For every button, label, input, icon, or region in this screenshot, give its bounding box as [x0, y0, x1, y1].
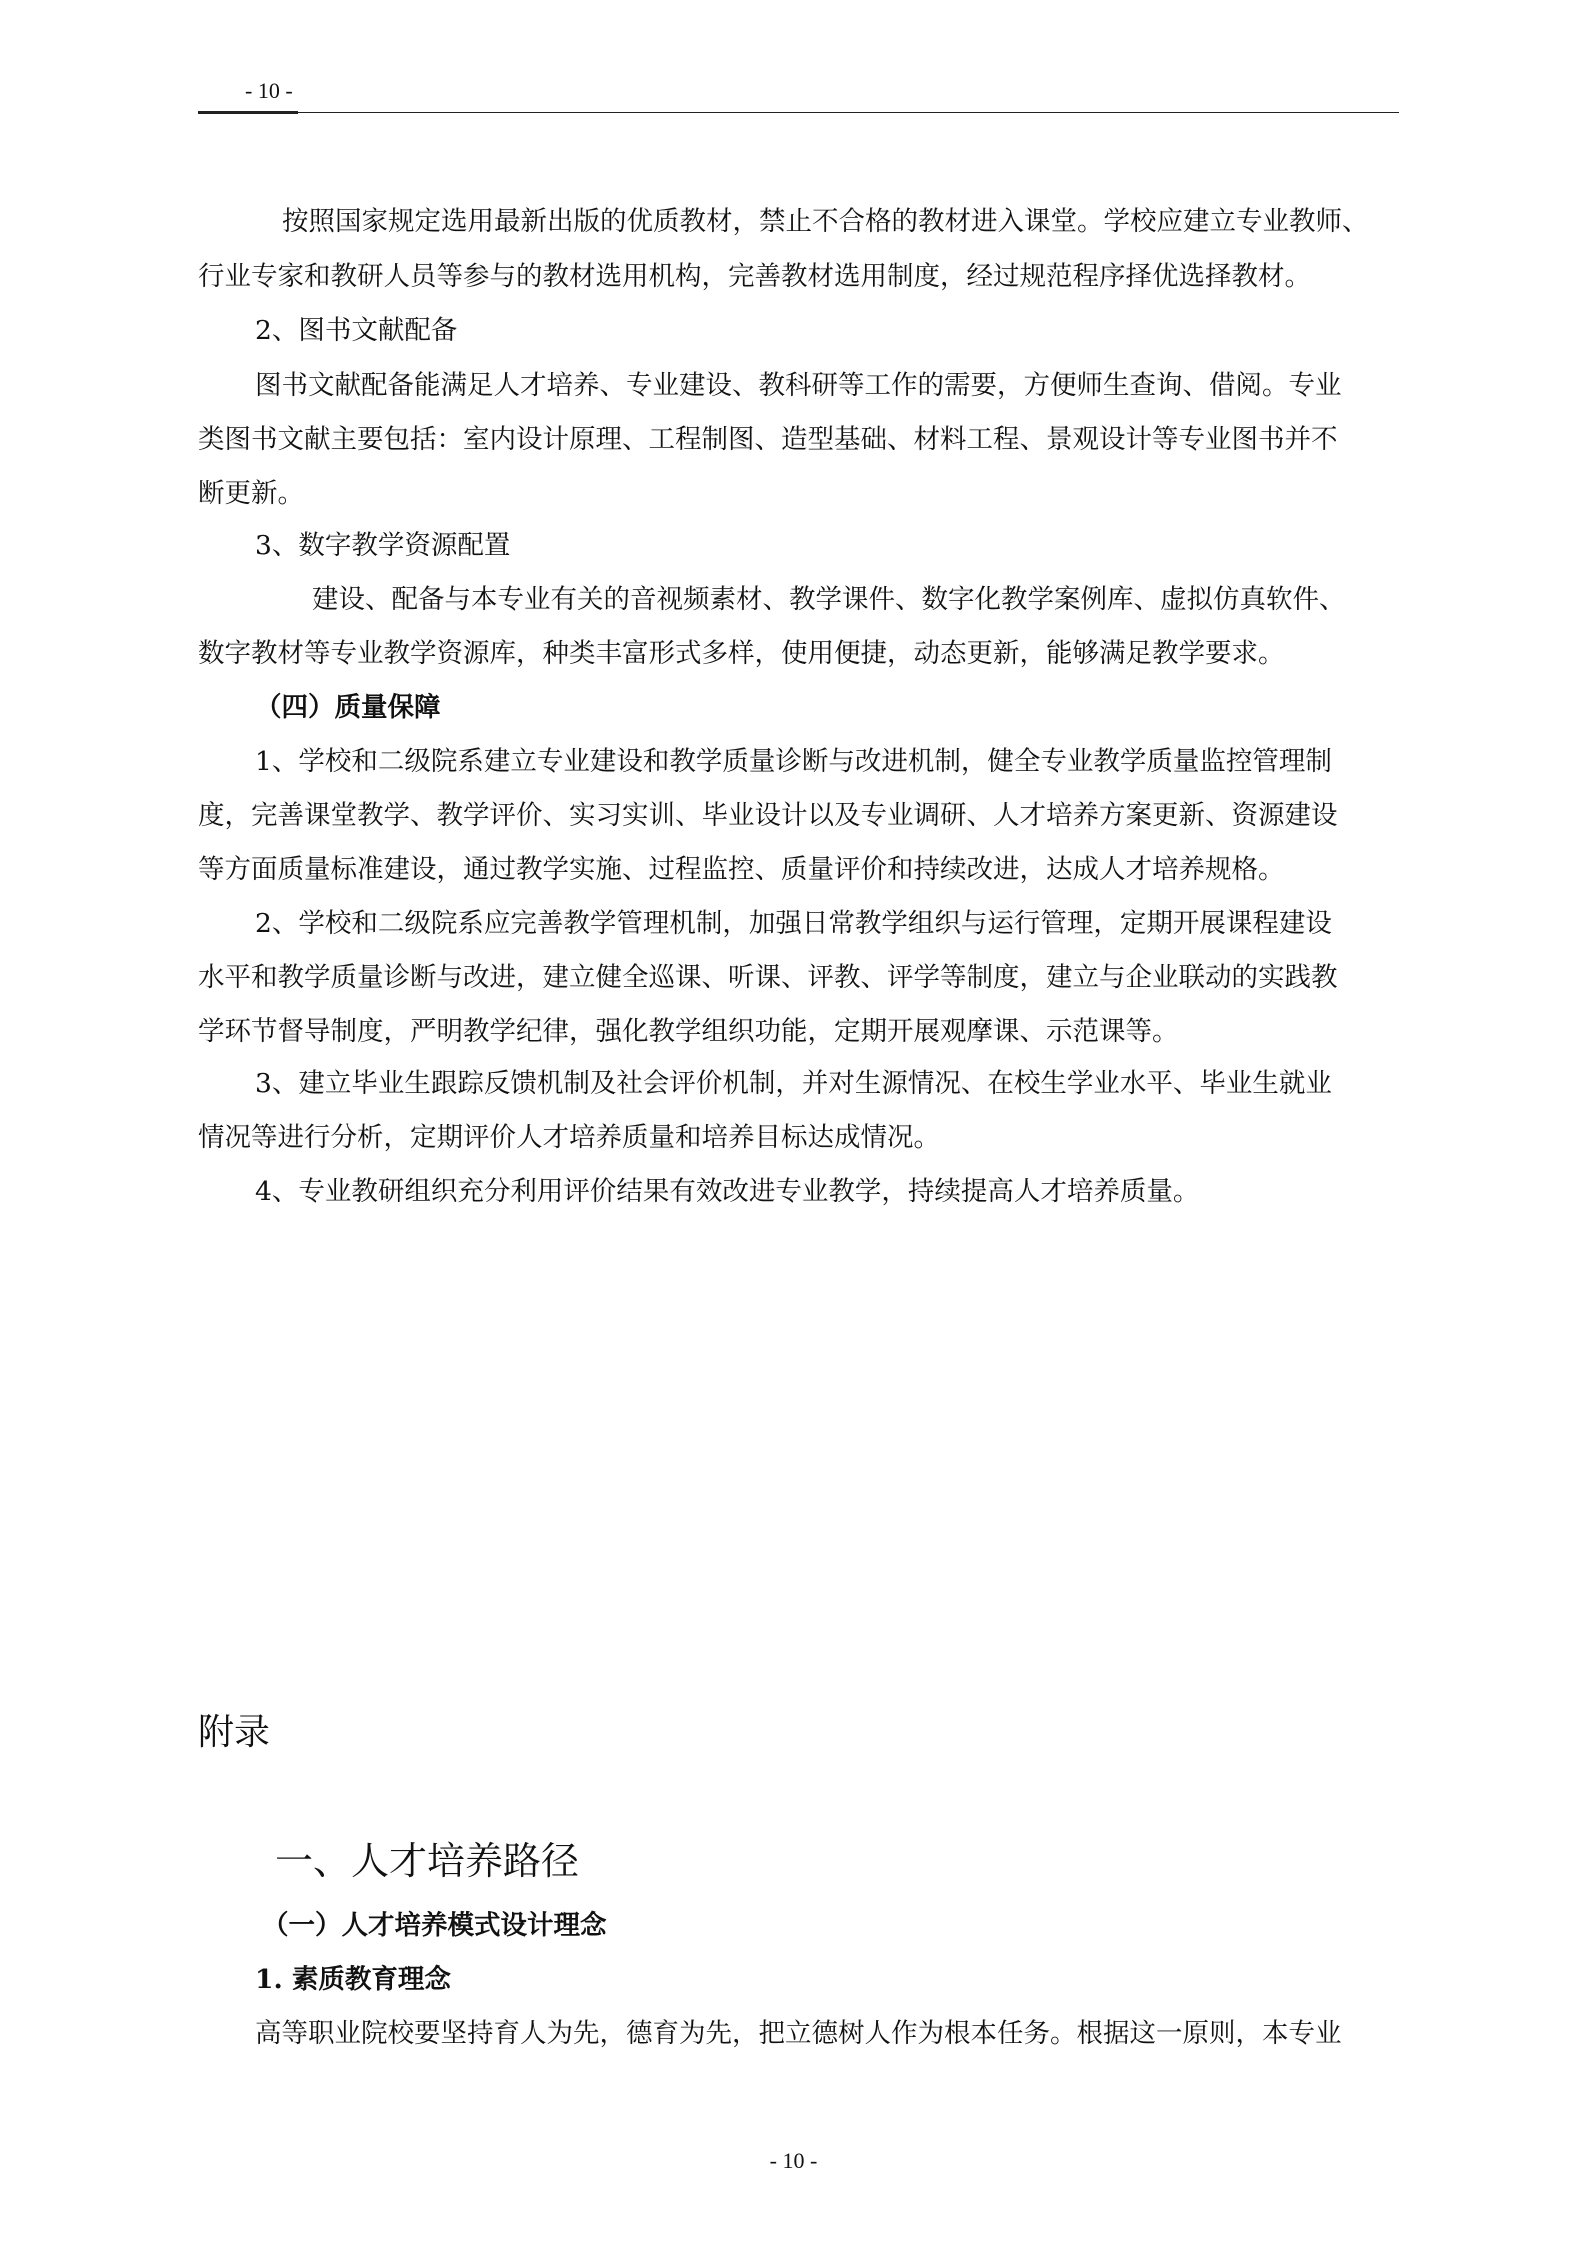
chapter-title: 一、人才培养路径 [275, 1839, 580, 1883]
footer-page-number: - 10 - [769, 2148, 818, 2173]
paragraph-line: 行业专家和教研人员等参与的教材选用机构，完善教材选用制度，经过规范程序择优选择教材。 [198, 261, 1311, 292]
paragraph-line: 数字教材等专业教学资源库，种类丰富形式多样，使用便捷，动态更新，能够满足教学要求。 [198, 638, 1285, 669]
header-page-number: - 10 - [245, 78, 293, 103]
paragraph-line: 3、建立毕业生跟踪反馈机制及社会评价机制，并对生源情况、在校生学业水平、毕业生就业 [255, 1068, 1332, 1099]
paragraph-line: 情况等进行分析，定期评价人才培养质量和培养目标达成情况。 [198, 1122, 940, 1153]
paragraph-line: 4、专业教研组织充分利用评价结果有效改进专业教学，持续提高人才培养质量。 [255, 1176, 1200, 1207]
subheading: 2、图书文献配备 [255, 315, 458, 346]
appendix-title: 附录 [198, 1712, 271, 1753]
paragraph-line: 2、学校和二级院系应完善教学管理机制，加强日常教学组织与运行管理，定期开展课程建设 [255, 908, 1332, 939]
section-heading: （一）人才培养模式设计理念 [262, 1910, 607, 1941]
paragraph-line: 断更新。 [198, 478, 304, 509]
paragraph-line: 按照国家规定选用最新出版的优质教材，禁止不合格的教材进入课堂。学校应建立专业教师、 [282, 206, 1369, 237]
paragraph-line: 水平和教学质量诊断与改进，建立健全巡课、听课、评教、评学等制度，建立与企业联动的实践教 [198, 962, 1338, 993]
header-rule [198, 112, 1399, 113]
subheading: 3、数字教学资源配置 [255, 530, 511, 561]
paragraph-line: 高等职业院校要坚持育人为先，德育为先，把立德树人作为根本任务。根据这一原则，本专业 [255, 2018, 1342, 2049]
paragraph-line: 度，完善课堂教学、教学评价、实习实训、毕业设计以及专业调研、人才培养方案更新、资源建设 [198, 800, 1338, 831]
paragraph-line: 等方面质量标准建设，通过教学实施、过程监控、质量评价和持续改进，达成人才培养规格。 [198, 854, 1285, 885]
subsection-heading: 1. 素质教育理念 [255, 1964, 451, 1995]
paragraph-line: 建设、配备与本专业有关的音视频素材、教学课件、数字化教学案例库、虚拟仿真软件、 [312, 584, 1346, 615]
paragraph-line: 1、学校和二级院系建立专业建设和教学质量诊断与改进机制，健全专业教学质量监控管理制 [255, 746, 1332, 777]
section-heading: （四）质量保障 [255, 692, 441, 723]
paragraph-line: 图书文献配备能满足人才培养、专业建设、教科研等工作的需要，方便师生查询、借阅。专业 [255, 370, 1342, 401]
paragraph-line: 类图书文献主要包括：室内设计原理、工程制图、造型基础、材料工程、景观设计等专业图书并不 [198, 424, 1338, 455]
paragraph-line: 学环节督导制度，严明教学纪律，强化教学组织功能，定期开展观摩课、示范课等。 [198, 1016, 1179, 1047]
